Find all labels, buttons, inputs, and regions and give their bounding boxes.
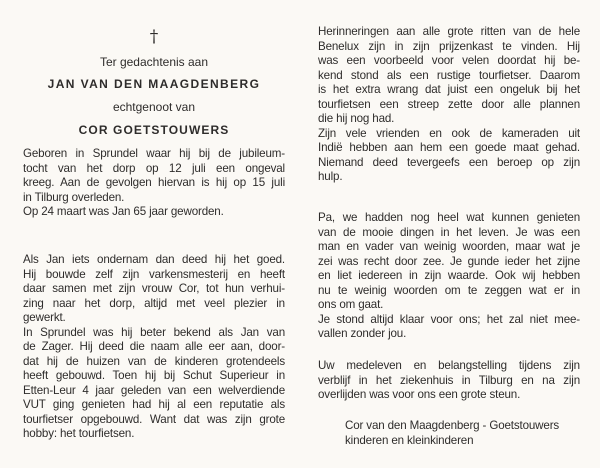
text-line [318, 170, 580, 185]
text-line-content: In Sprundel was hij beter bekend als Jan van [23, 325, 285, 339]
text-line [23, 205, 285, 220]
text-line-content: Geboren in Sprundel waar hij bij de jubileum- [23, 147, 285, 160]
text-line-content: daar samen met zijn vrouw Cor, tot hun verhui- [23, 282, 285, 295]
text-line [23, 311, 285, 326]
text-line [23, 326, 285, 341]
text-line [23, 413, 285, 428]
text-line-content: Pa, we hadden nog heel wat kunnen genieten [318, 211, 580, 224]
text-line-content: ons om gaat. [318, 298, 384, 311]
paragraph [23, 326, 285, 442]
text-line-content: hobby: het tourfietsen. [23, 427, 135, 440]
text-line [318, 313, 580, 328]
text-line-content: dat hij de huizen van de kinderen grotendeels [23, 354, 285, 368]
text-line-content: Niemand deed tevergeefs een beroep op zijn [318, 155, 580, 169]
text-line-content: kinderen en kleinkinderen [345, 433, 474, 447]
text-line-content: gewerkt. [23, 311, 66, 324]
text-line [318, 359, 580, 374]
thanks-section [318, 359, 580, 403]
text-line-content: tourfietsen een streep zette door alle plannen [318, 97, 580, 111]
text-line [318, 284, 580, 299]
text-line-content: Benelux zijn in zijn prijzenkast te vinden. Hij [318, 39, 580, 53]
text-line-content: man en vader van weinig woorden, maar wat je [318, 240, 580, 253]
paragraph [318, 127, 580, 185]
text-line [318, 127, 580, 142]
farewell-section [318, 211, 580, 342]
text-line [318, 255, 580, 270]
text-line [23, 369, 285, 384]
text-line-content: tocht van het dorp op 12 juli een ongeval [23, 161, 285, 175]
text-line [318, 69, 580, 84]
text-line-content: Herinneringen aan alle grote ritten van de hele [318, 25, 580, 38]
text-line-content: Cor van den Maagdenberg - Goetstouwers [345, 419, 560, 432]
spouse-intro: echtgenoot van [112, 100, 196, 114]
text-line [318, 298, 580, 313]
text-line-content: de Zager. Hij deed die naam alle eer aan, door- [23, 340, 285, 353]
text-line [23, 355, 285, 370]
text-line [318, 240, 580, 255]
text-line-content: heeft gebouwd. Toen hij bij Schut Superieur in [23, 369, 285, 382]
text-line [318, 112, 580, 127]
signature-section [345, 419, 585, 448]
text-line [318, 269, 580, 284]
text-line [23, 340, 285, 355]
text-line-content: overlijden was voor ons een grote steun. [318, 388, 521, 401]
text-line [23, 147, 285, 162]
text-line-content: kend stond als een rustige tourfietser. Daarom [318, 68, 580, 82]
text-line-content: VUT ging genieten had hij al een reputatie als [23, 398, 285, 411]
text-line-content: Zijn vele vrienden en ook de kameraden uit [318, 126, 580, 140]
text-line-content: van de mooie dingen in het leven. Je was een [318, 225, 580, 239]
text-line-content: en liet iedereen in zijn waarde. Ook wij hebben [318, 269, 580, 282]
biography-section [23, 147, 285, 220]
text-line [318, 141, 580, 156]
spouse-name: COR GOETSTOUWERS [78, 123, 230, 137]
text-line-content: verblijf in het ziekenhuis in Tilburg en na zijn [318, 373, 580, 387]
text-line-content: Op 24 maart was Jan 65 jaar geworden. [23, 205, 224, 218]
life-story-section [23, 253, 285, 442]
text-line [345, 419, 585, 434]
text-line [318, 211, 580, 226]
paragraph [23, 205, 285, 220]
paragraph [23, 147, 285, 205]
text-line-content: in Tilburg overleden. [23, 190, 125, 204]
paragraph [318, 25, 580, 127]
text-line [23, 253, 285, 268]
text-line [23, 268, 285, 283]
text-line [318, 40, 580, 55]
paragraph [318, 211, 580, 313]
text-line [23, 384, 285, 399]
cross-icon: † [149, 27, 159, 47]
text-line [23, 191, 285, 206]
paragraph [318, 313, 580, 342]
text-line [318, 54, 580, 69]
text-line-content: is het extra wrang dat juist een ongeluk bij het [318, 83, 580, 96]
text-line [318, 25, 580, 40]
text-line [318, 83, 580, 98]
text-line [345, 434, 585, 449]
intro-text: Ter gedachtenis aan [99, 55, 209, 69]
text-line-content: Als Jan iets ondernam dan deed hij het goed. [23, 253, 285, 266]
memories-section [318, 25, 580, 185]
text-line [23, 282, 285, 297]
deceased-name: JAN VAN DEN MAAGDENBERG [47, 77, 261, 91]
text-line [23, 297, 285, 312]
text-line-content: hulp. [318, 170, 343, 183]
text-line [318, 156, 580, 171]
text-line-content: zing naar het dorp, altijd met veel plezier in [23, 296, 285, 310]
text-line-content: tourfietser opgebouwd. Want dat was zijn grote [23, 412, 285, 426]
text-line [318, 374, 580, 389]
text-line-content: Etten-Leur 4 jaar geleden van een welverdiende [23, 383, 285, 397]
text-line-content: Je stond altijd klaar voor ons; het zal niet mee- [318, 312, 580, 326]
text-line-content: nu te weinig woorden om te zeggen wat er in [318, 283, 580, 297]
text-line-content: kreeg. Aan de gevolgen hiervan is hij op 15 juli [23, 176, 285, 189]
paragraph [345, 419, 585, 448]
text-line [318, 327, 580, 342]
text-line [23, 176, 285, 191]
paragraph [23, 253, 285, 326]
text-line-content: die hij nog had. [318, 112, 395, 125]
text-line [23, 162, 285, 177]
paragraph [318, 359, 580, 403]
text-line [318, 226, 580, 241]
text-line-content: Hij bouwde zelf zijn varkensmesterij en heeft [23, 267, 285, 281]
text-line-content: Uw medeleven en belangstelling tijdens zijn [318, 359, 580, 372]
text-line-content: Indië hebben aan hem een goede maat gehad. [318, 141, 580, 154]
text-line [23, 427, 285, 442]
text-line [318, 98, 580, 113]
text-line [318, 388, 580, 403]
text-line-content: zei was recht door zee. Je gunde ieder het zijne [318, 254, 580, 268]
text-line-content: vallen zonder jou. [318, 327, 407, 340]
text-line-content: was een voorbeeld voor velen doordat hij be- [318, 54, 580, 67]
text-line [23, 398, 285, 413]
